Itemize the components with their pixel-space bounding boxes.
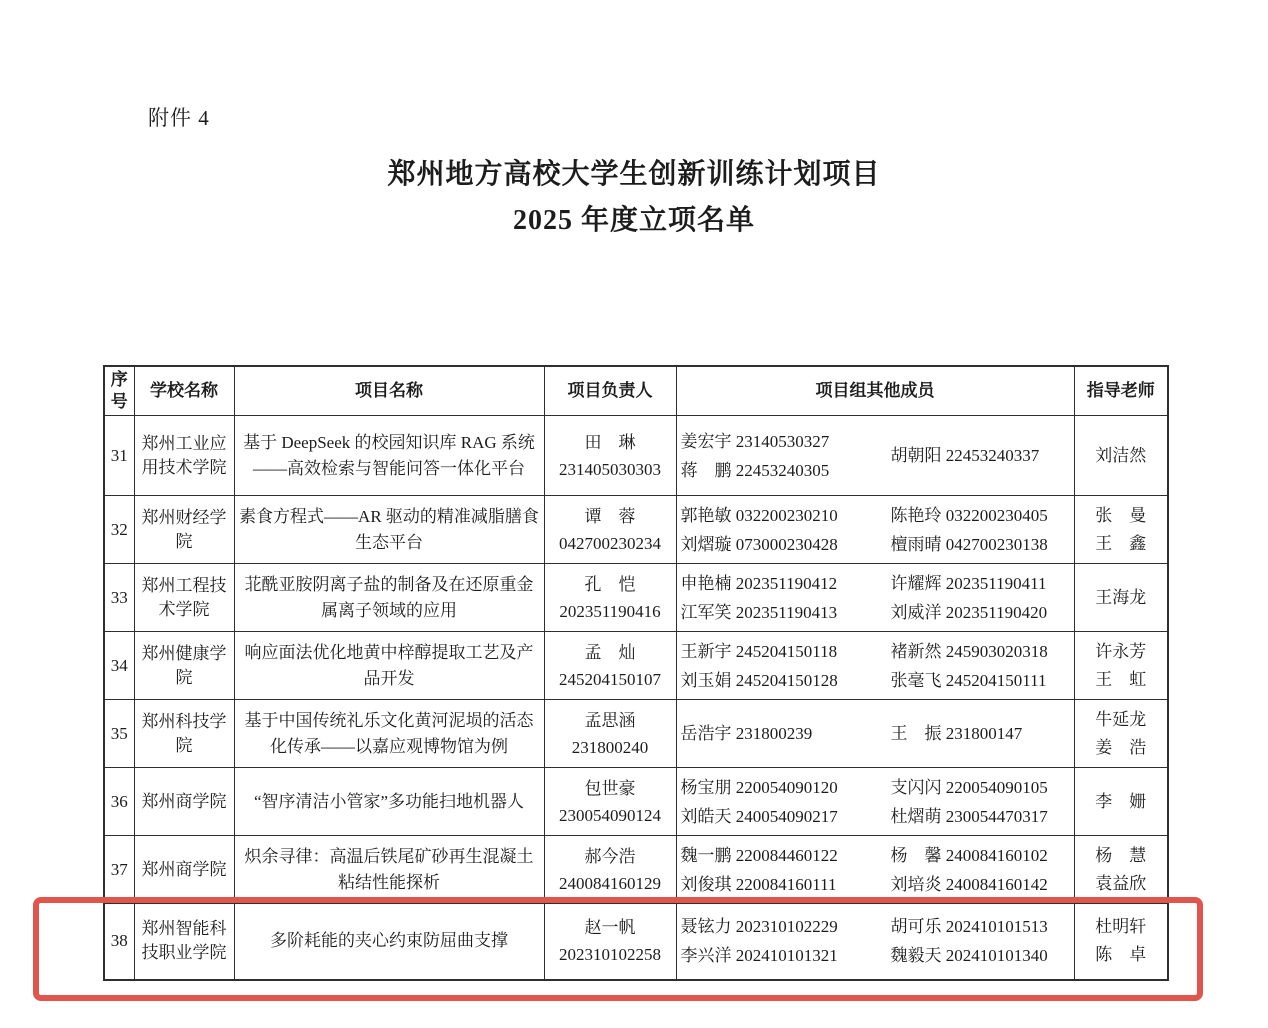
cell-row-number: 35 (104, 700, 134, 768)
leader-student-id: 202310102258 (559, 945, 661, 965)
cell-row-number: 31 (104, 416, 134, 496)
member-entry: 杨 馨 240084160102 (890, 845, 1048, 865)
advisor-name: 张 曼 (1095, 505, 1147, 525)
cell-team-members (676, 768, 1074, 836)
member-column-right (891, 637, 1070, 695)
member-entry: 张毫飞 245204150111 (890, 670, 1047, 690)
cell-project-name: 苝酰亚胺阴离子盐的制备及在还原重金属离子领域的应用 (234, 564, 544, 632)
advisor-name: 刘洁然 (1095, 445, 1147, 465)
cell-project-leader (544, 904, 676, 980)
table-row (104, 836, 1168, 904)
cell-project-name: 素食方程式——AR 驱动的精准减脂膳食生态平台 (234, 496, 544, 564)
cell-school-name: 郑州健康学院 (134, 632, 234, 700)
cell-team-members (676, 564, 1074, 632)
member-column-right (891, 427, 1070, 485)
member-entry: 王新宇 245204150118 (680, 641, 838, 661)
advisor-name: 杨 慧 (1095, 845, 1147, 865)
member-column-right (891, 569, 1070, 627)
member-entry: 魏一鹏 220084460122 (680, 845, 838, 865)
member-column-right (891, 501, 1070, 559)
table-row (104, 904, 1168, 980)
member-column-left (681, 841, 891, 899)
cell-team-members (676, 496, 1074, 564)
cell-advisors (1074, 416, 1168, 496)
member-column-left (681, 912, 891, 970)
member-entry: 刘培炎 240084160142 (890, 874, 1048, 894)
leader-student-id: 240084160129 (559, 873, 661, 893)
member-columns (681, 501, 1070, 559)
cell-project-leader (544, 768, 676, 836)
table-header (104, 366, 1168, 416)
cell-project-name: 基于 DeepSeek 的校园知识库 RAG 系统——高效检索与智能问答一体化平台 (234, 416, 544, 496)
attachment-label: 附件 4 (148, 106, 210, 130)
leader-student-id: 230054090124 (559, 805, 661, 825)
cell-school-name: 郑州工业应用技术学院 (134, 416, 234, 496)
member-entry: 姜宏宇 23140530327 (680, 431, 830, 451)
page-title-line1: 郑州地方高校大学生创新训练计划项目 (387, 159, 881, 190)
cell-advisors (1074, 632, 1168, 700)
cell-row-number: 34 (104, 632, 134, 700)
member-entry: 岳浩宇 231800239 (680, 724, 813, 743)
member-entry: 李兴洋 202410101321 (680, 946, 838, 966)
member-entry: 杨宝朋 220054090120 (680, 777, 838, 797)
member-column-right (891, 719, 1070, 748)
table-header-row (104, 366, 1168, 416)
member-column-left (681, 773, 891, 831)
cell-school-name: 郑州工程技术学院 (134, 564, 234, 632)
cell-team-members (676, 700, 1074, 768)
member-entry: 郭艳敏 032200230210 (680, 505, 838, 525)
table-row (104, 416, 1168, 496)
table-row (104, 768, 1168, 836)
column-header-5: 指导老师 (1074, 366, 1168, 416)
cell-project-name: “智序清洁小管家”多功能扫地机器人 (234, 768, 544, 836)
cell-school-name: 郑州财经学院 (134, 496, 234, 564)
table-row (104, 632, 1168, 700)
cell-advisors (1074, 564, 1168, 632)
cell-project-name: 基于中国传统礼乐文化黄河泥埙的活态化传承——以嘉应观博物馆为例 (234, 700, 544, 768)
member-columns (681, 773, 1070, 831)
cell-team-members (676, 836, 1074, 904)
member-entry: 许耀辉 202351190411 (890, 573, 1047, 593)
leader-name: 赵一帆 (584, 918, 636, 938)
member-entry: 檀雨晴 042700230138 (890, 534, 1048, 554)
cell-project-name: 响应面法优化地黄中梓醇提取工艺及产品开发 (234, 632, 544, 700)
member-entry: 江军笑 202351190413 (680, 602, 838, 622)
cell-school-name: 郑州智能科技职业学院 (134, 904, 234, 980)
member-entry: 刘玉娟 245204150128 (680, 670, 838, 690)
member-entry: 刘熠璇 073000230428 (680, 534, 838, 554)
cell-project-leader (544, 836, 676, 904)
member-entry: 支闪闪 220054090105 (890, 777, 1048, 797)
cell-advisors (1074, 700, 1168, 768)
member-entry: 魏毅天 202410101340 (890, 946, 1048, 966)
member-entry: 蒋 鹏 22453240305 (680, 460, 830, 480)
member-entry: 王 振 231800147 (890, 724, 1023, 743)
cell-row-number: 33 (104, 564, 134, 632)
cell-advisors (1074, 768, 1168, 836)
member-column-right (891, 841, 1070, 899)
advisor-name: 袁益欣 (1095, 873, 1147, 893)
table-row (104, 564, 1168, 632)
column-header-2: 项目名称 (234, 366, 544, 416)
member-column-left (681, 501, 891, 559)
cell-project-leader (544, 564, 676, 632)
advisor-name: 姜 浩 (1095, 737, 1147, 757)
cell-project-leader (544, 496, 676, 564)
column-header-0: 序号 (104, 366, 134, 416)
cell-advisors (1074, 496, 1168, 564)
cell-team-members (676, 904, 1074, 980)
table-body (104, 416, 1168, 980)
table-row (104, 700, 1168, 768)
cell-project-name: 多阶耗能的夹心约束防屈曲支撑 (234, 904, 544, 980)
cell-row-number: 32 (104, 496, 134, 564)
member-entry: 褚新然 245903020318 (890, 641, 1048, 661)
member-entry: 刘威洋 202351190420 (890, 602, 1048, 622)
member-column-left (681, 427, 891, 485)
cell-team-members (676, 416, 1074, 496)
leader-name: 郝今浩 (584, 846, 636, 866)
cell-school-name: 郑州科技学院 (134, 700, 234, 768)
cell-advisors (1074, 904, 1168, 980)
cell-project-leader (544, 700, 676, 768)
leader-name: 田 琳 (584, 432, 636, 452)
cell-school-name: 郑州商学院 (134, 768, 234, 836)
advisor-name: 王 鑫 (1095, 533, 1147, 553)
column-header-3: 项目负责人 (544, 366, 676, 416)
cell-row-number: 38 (104, 904, 134, 980)
column-header-1: 学校名称 (134, 366, 234, 416)
cell-advisors (1074, 836, 1168, 904)
cell-row-number: 36 (104, 768, 134, 836)
member-entry: 申艳楠 202351190412 (680, 573, 838, 593)
leader-student-id: 245204150107 (559, 669, 661, 689)
page-title (0, 152, 1268, 244)
member-columns (681, 912, 1070, 970)
projects-table-container (103, 365, 1169, 981)
page-title-line2: 2025 年度立项名单 (512, 205, 755, 236)
leader-name: 包世豪 (584, 778, 636, 798)
member-entry: 聂铉力 202310102229 (680, 917, 838, 937)
member-entry: 刘俊琪 220084160111 (680, 874, 837, 894)
leader-student-id: 042700230234 (559, 533, 661, 553)
member-column-left (681, 637, 891, 695)
member-columns (681, 569, 1070, 627)
leader-student-id: 202351190416 (559, 601, 661, 621)
projects-table (103, 365, 1169, 981)
cell-project-leader (544, 416, 676, 496)
member-entry: 胡可乐 202410101513 (890, 917, 1048, 937)
advisor-name: 陈 卓 (1095, 945, 1147, 965)
member-columns (681, 427, 1070, 485)
leader-student-id: 231405030303 (559, 459, 661, 479)
advisor-name: 杜明轩 (1095, 917, 1147, 937)
column-header-4: 项目组其他成员 (676, 366, 1074, 416)
member-columns (681, 719, 1070, 748)
member-column-right (891, 773, 1070, 831)
member-column-left (681, 569, 891, 627)
member-entry: 陈艳玲 032200230405 (890, 505, 1048, 525)
advisor-name: 王 虹 (1095, 669, 1147, 689)
member-entry: 胡朝阳 22453240337 (890, 446, 1040, 465)
advisor-name: 李 姗 (1095, 791, 1147, 811)
leader-name: 谭 蓉 (584, 506, 636, 526)
advisor-name: 王海龙 (1095, 587, 1147, 607)
cell-school-name: 郑州商学院 (134, 836, 234, 904)
member-entry: 杜熠萌 230054470317 (890, 806, 1048, 826)
leader-name: 孟思涵 (584, 710, 636, 730)
member-column-left (681, 719, 891, 748)
table-row (104, 496, 1168, 564)
member-columns (681, 637, 1070, 695)
member-column-right (891, 912, 1070, 970)
cell-team-members (676, 632, 1074, 700)
cell-row-number: 37 (104, 836, 134, 904)
member-entry: 刘皓天 240054090217 (680, 806, 838, 826)
advisor-name: 牛延龙 (1095, 709, 1147, 729)
member-columns (681, 841, 1070, 899)
leader-student-id: 231800240 (571, 737, 649, 757)
leader-name: 孟 灿 (584, 642, 636, 662)
cell-project-name: 炽余寻律：高温后铁尾矿砂再生混凝土粘结性能探析 (234, 836, 544, 904)
leader-name: 孔 恺 (584, 574, 636, 594)
advisor-name: 许永芳 (1095, 641, 1147, 661)
cell-project-leader (544, 632, 676, 700)
